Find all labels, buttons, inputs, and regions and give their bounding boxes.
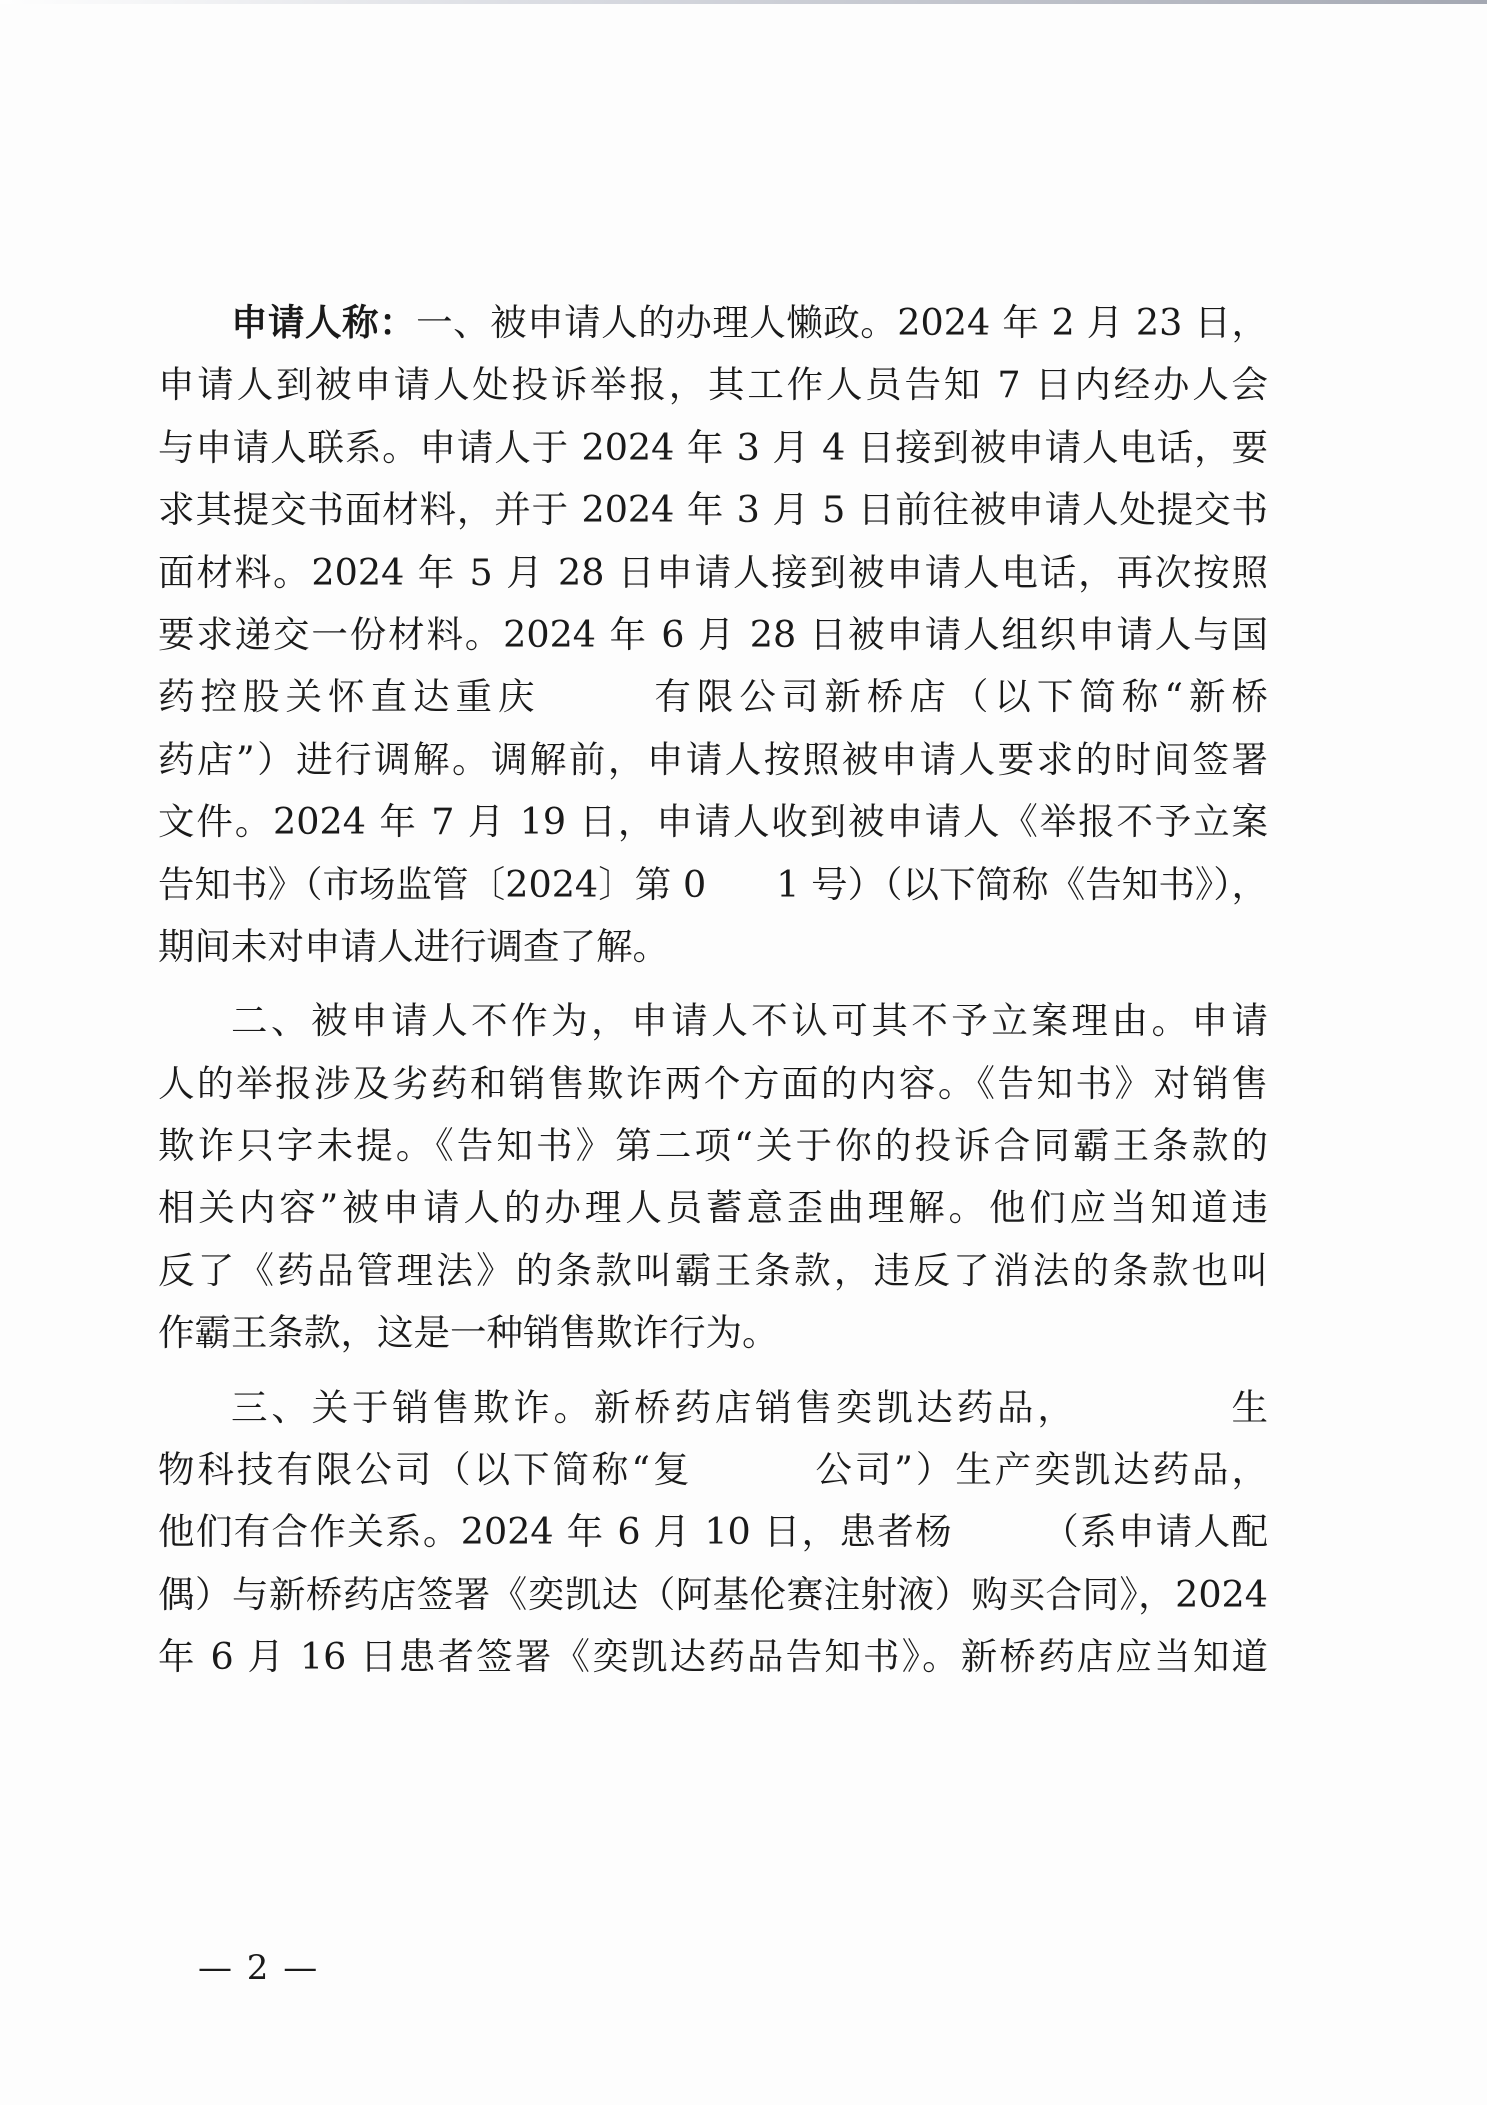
text-line: 申请人称：一、被申请人的办理人懒政。2024 年 2 月 23 日， [231,301,1268,344]
lead-label: 申请人称： [231,301,417,344]
document-body [158,292,1268,1689]
text-line: 药店”）进行调解。调解前，申请人按照被申请人要求的时间签署 [158,737,1268,781]
text-line: 人的举报涉及劣药和销售欺诈两个方面的内容。《告知书》对销售 [158,1061,1268,1105]
text-line: 物科技有限公司（以下简称“复 公司”）生产奕凯达药品， [158,1448,1268,1492]
text-line: 二、被申请人不作为，申请人不认可其不予立案理由。申请 [231,999,1268,1043]
text-line: 年 6 月 16 日患者签署《奕凯达药品告知书》。新桥药店应当知道 [158,1635,1268,1679]
page-number: — 2 — [198,1948,320,1988]
text-line: 求其提交书面材料，并于 2024 年 3 月 5 日前往被申请人处提交书 [158,488,1268,532]
paragraph-1 [158,292,1268,978]
paragraph-2 [158,990,1268,1364]
text-line: 反了《药品管理法》的条款叫霸王条款，违反了消法的条款也叫 [158,1248,1268,1292]
text-line: 相关内容”被申请人的办理人员蓄意歪曲理解。他们应当知道违 [158,1186,1268,1230]
text-line: 药控股关怀直达重庆 有限公司新桥店（以下简称“新桥 [158,675,1268,719]
text-line: 与申请人联系。申请人于 2024 年 3 月 4 日接到被申请人电话，要 [158,425,1268,469]
paragraph-3 [158,1377,1268,1689]
text-line: 作霸王条款，这是一种销售欺诈行为。 [158,1311,779,1355]
text-line: 文件。2024 年 7 月 19 日，申请人收到被申请人《举报不予立案 [158,800,1268,844]
text-line: 期间未对申请人进行调查了解。 [158,924,669,968]
scan-edge [0,0,1487,4]
text-line: 告知书》（市场监管〔2024〕第 0 1 号）（以下简称《告知书》）， [158,862,1268,906]
text-line: 他们有合作关系。2024 年 6 月 10 日，患者杨 （系申请人配 [158,1510,1268,1554]
text-line: 三、关于销售欺诈。新桥药店销售奕凯达药品， 生 [231,1385,1268,1429]
text-line: 要求递交一份材料。2024 年 6 月 28 日被申请人组织申请人与国 [158,612,1268,656]
text-line: 欺诈只字未提。《告知书》第二项“关于你的投诉合同霸王条款的 [158,1124,1268,1168]
text-line: 申请人到被申请人处投诉举报，其工作人员告知 7 日内经办人会 [158,363,1268,407]
text-line: 偶）与新桥药店签署《奕凯达（阿基伦赛注射液）购买合同》，2024 [158,1572,1268,1616]
text-line: 面材料。2024 年 5 月 28 日申请人接到被申请人电话，再次按照 [158,550,1268,594]
